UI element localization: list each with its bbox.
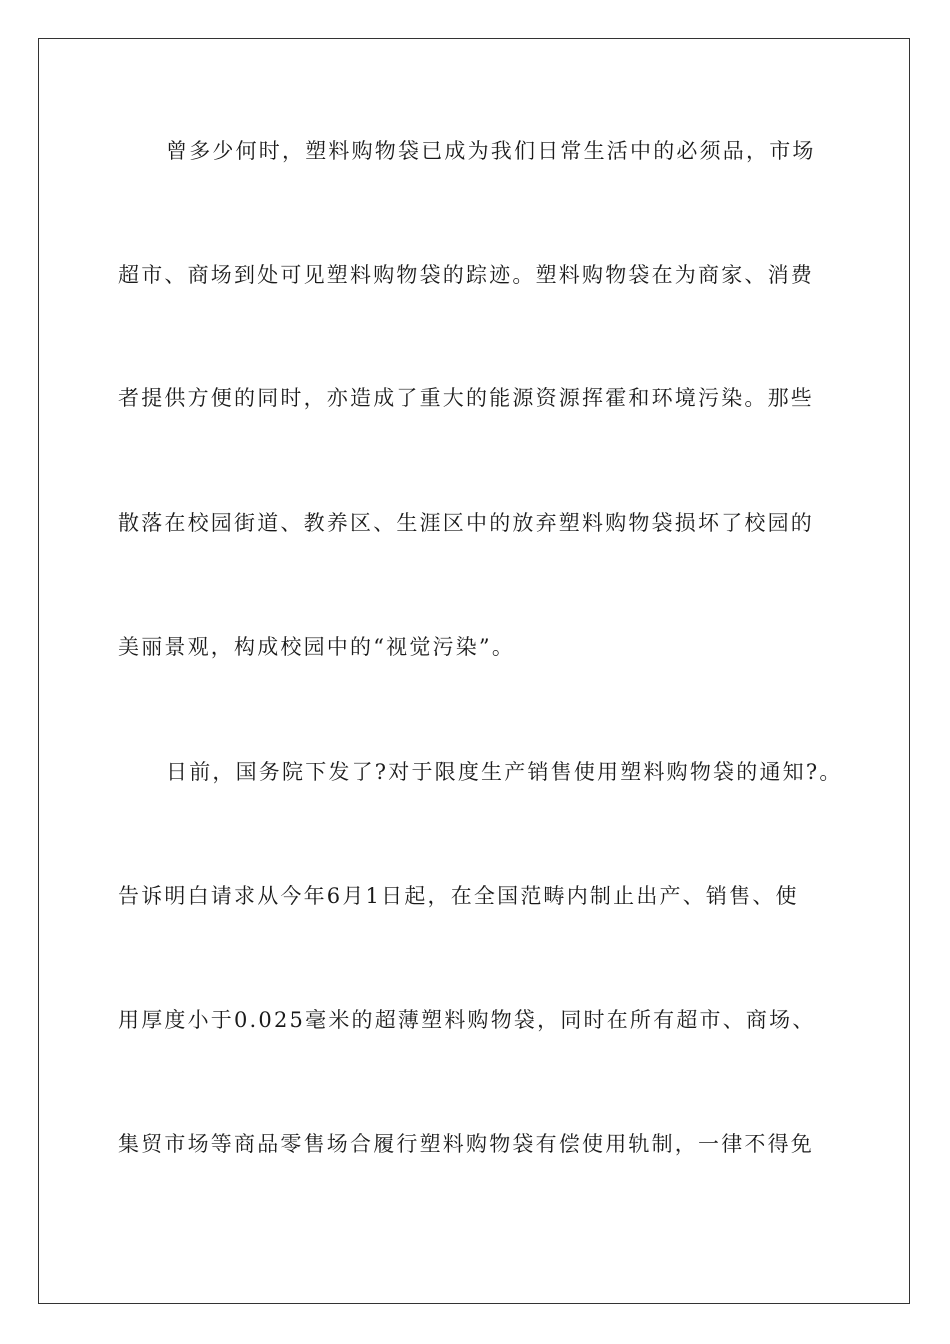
paragraph-1-line-1: 曾多少何时，塑料购物袋已成为我们日常生活中的必须品，市场 bbox=[166, 139, 816, 163]
paragraph-1-line-5: 美丽景观，构成校园中的“视觉污染”。 bbox=[118, 635, 516, 659]
paragraph-1-line-4: 散落在校园街道、教养区、生涯区中的放弃塑料购物袋损坏了校园的 bbox=[118, 511, 814, 535]
paragraph-2-line-1: 日前，国务院下发了?对于限度生产销售使用塑料购物袋的通知?。 bbox=[166, 760, 843, 784]
page-border bbox=[38, 38, 910, 1304]
paragraph-2-line-2: 告诉明白请求从今年6月1日起，在全国范畴内制止出产、销售、使 bbox=[118, 884, 799, 908]
paragraph-2-line-3: 用厚度小于0.025毫米的超薄塑料购物袋，同时在所有超市、商场、 bbox=[118, 1008, 816, 1032]
paragraph-1-line-2: 超市、商场到处可见塑料购物袋的踪迹。塑料购物袋在为商家、消费 bbox=[118, 263, 814, 287]
paragraph-1-line-3: 者提供方便的同时，亦造成了重大的能源资源挥霍和环境污染。那些 bbox=[118, 386, 814, 410]
paragraph-2-line-4: 集贸市场等商品零售场合履行塑料购物袋有偿使用轨制，一律不得免 bbox=[118, 1132, 814, 1156]
